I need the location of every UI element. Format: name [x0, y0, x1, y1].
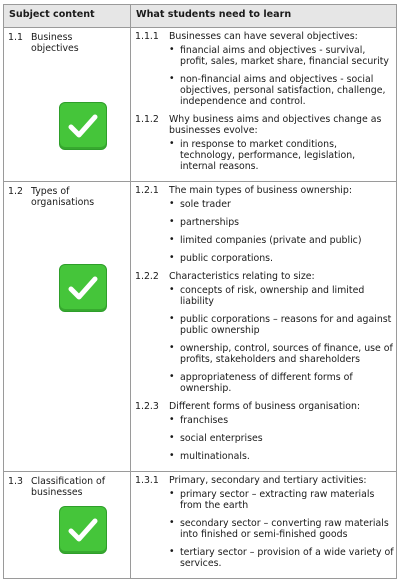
check-mark-icon — [59, 264, 107, 312]
item-number: 1.2.1 — [135, 185, 159, 196]
bullet-item: • sole trader — [135, 199, 394, 210]
item-text: Businesses can have several objectives: — [169, 31, 358, 42]
list-item — [135, 475, 394, 486]
bullet-item: • tertiary sector – provision of a wide variety of services. — [135, 547, 394, 569]
check-mark-icon — [59, 506, 107, 554]
item-text: The main types of business ownership: — [169, 185, 352, 196]
item-number: 1.3.1 — [135, 475, 159, 486]
bullet-list — [135, 139, 394, 172]
item-text: Different forms of business organisation: — [169, 401, 361, 412]
bullet-list — [135, 285, 394, 394]
bullet-item: • financial aims and objectives - survival, profit, sales, market share, financial security — [135, 45, 394, 67]
table-row — [4, 182, 397, 472]
bullet-item: • franchises — [135, 415, 394, 426]
table-row — [4, 472, 397, 579]
bullet-item: • limited companies (private and public) — [135, 235, 394, 246]
bullet-item: • ownership, control, sources of finance, use of profits, stakeholders and shareholders — [135, 343, 394, 365]
item-number: 1.1.2 — [135, 114, 159, 125]
subject-title: Classification of businesses — [31, 476, 106, 498]
bullet-item: • appropriateness of different forms of ownership. — [135, 372, 394, 394]
list-item — [135, 401, 394, 412]
what-students-learn-header: What students need to learn — [131, 5, 397, 28]
bullet-item: • secondary sector – converting raw materials into finished or semi-finished goods — [135, 518, 394, 540]
item-number: 1.1.1 — [135, 31, 159, 42]
subject-cell — [4, 28, 131, 182]
list-item — [135, 271, 394, 282]
bullet-item: • in response to market conditions, technology, performance, legislation, internal reasons. — [135, 139, 394, 172]
subject-cell — [4, 472, 131, 579]
item-number: 1.2.2 — [135, 271, 159, 282]
subject-content-header: Subject content — [4, 5, 131, 28]
subject-number: 1.2 — [8, 186, 23, 197]
bullet-list — [135, 45, 394, 107]
bullet-item: • social enterprises — [135, 433, 394, 444]
bullet-item: • public corporations. — [135, 253, 394, 264]
item-text: Why business aims and objectives change as businesses evolve: — [169, 114, 382, 136]
bullet-item: • primary sector – extracting raw materials from the earth — [135, 489, 394, 511]
bullet-item: • non-financial aims and objectives - social objectives, personal satisfaction, challenge, independence and control. — [135, 74, 394, 107]
subject-cell — [4, 182, 131, 472]
subject-title: Business objectives — [31, 32, 79, 54]
bullet-item: • public corporations – reasons for and against public ownership — [135, 314, 394, 336]
table-header-row — [4, 5, 397, 28]
subject-title: Types of organisations — [31, 186, 95, 208]
bullet-list — [135, 199, 394, 264]
bullet-list — [135, 415, 394, 462]
check-mark-icon — [59, 102, 107, 150]
learning-cell — [131, 182, 397, 472]
list-item — [135, 114, 394, 136]
bullet-item: • partnerships — [135, 217, 394, 228]
specification-table — [3, 4, 397, 579]
table-row — [4, 28, 397, 182]
list-item — [135, 31, 394, 42]
list-item — [135, 185, 394, 196]
subject-number: 1.1 — [8, 32, 23, 43]
item-text: Characteristics relating to size: — [169, 271, 315, 282]
item-text: Primary, secondary and tertiary activities: — [169, 475, 367, 486]
learning-cell — [131, 472, 397, 579]
bullet-item: • multinationals. — [135, 451, 394, 462]
bullet-item: • concepts of risk, ownership and limited liability — [135, 285, 394, 307]
subject-number: 1.3 — [8, 476, 23, 487]
learning-cell — [131, 28, 397, 182]
item-number: 1.2.3 — [135, 401, 159, 412]
bullet-list — [135, 489, 394, 569]
